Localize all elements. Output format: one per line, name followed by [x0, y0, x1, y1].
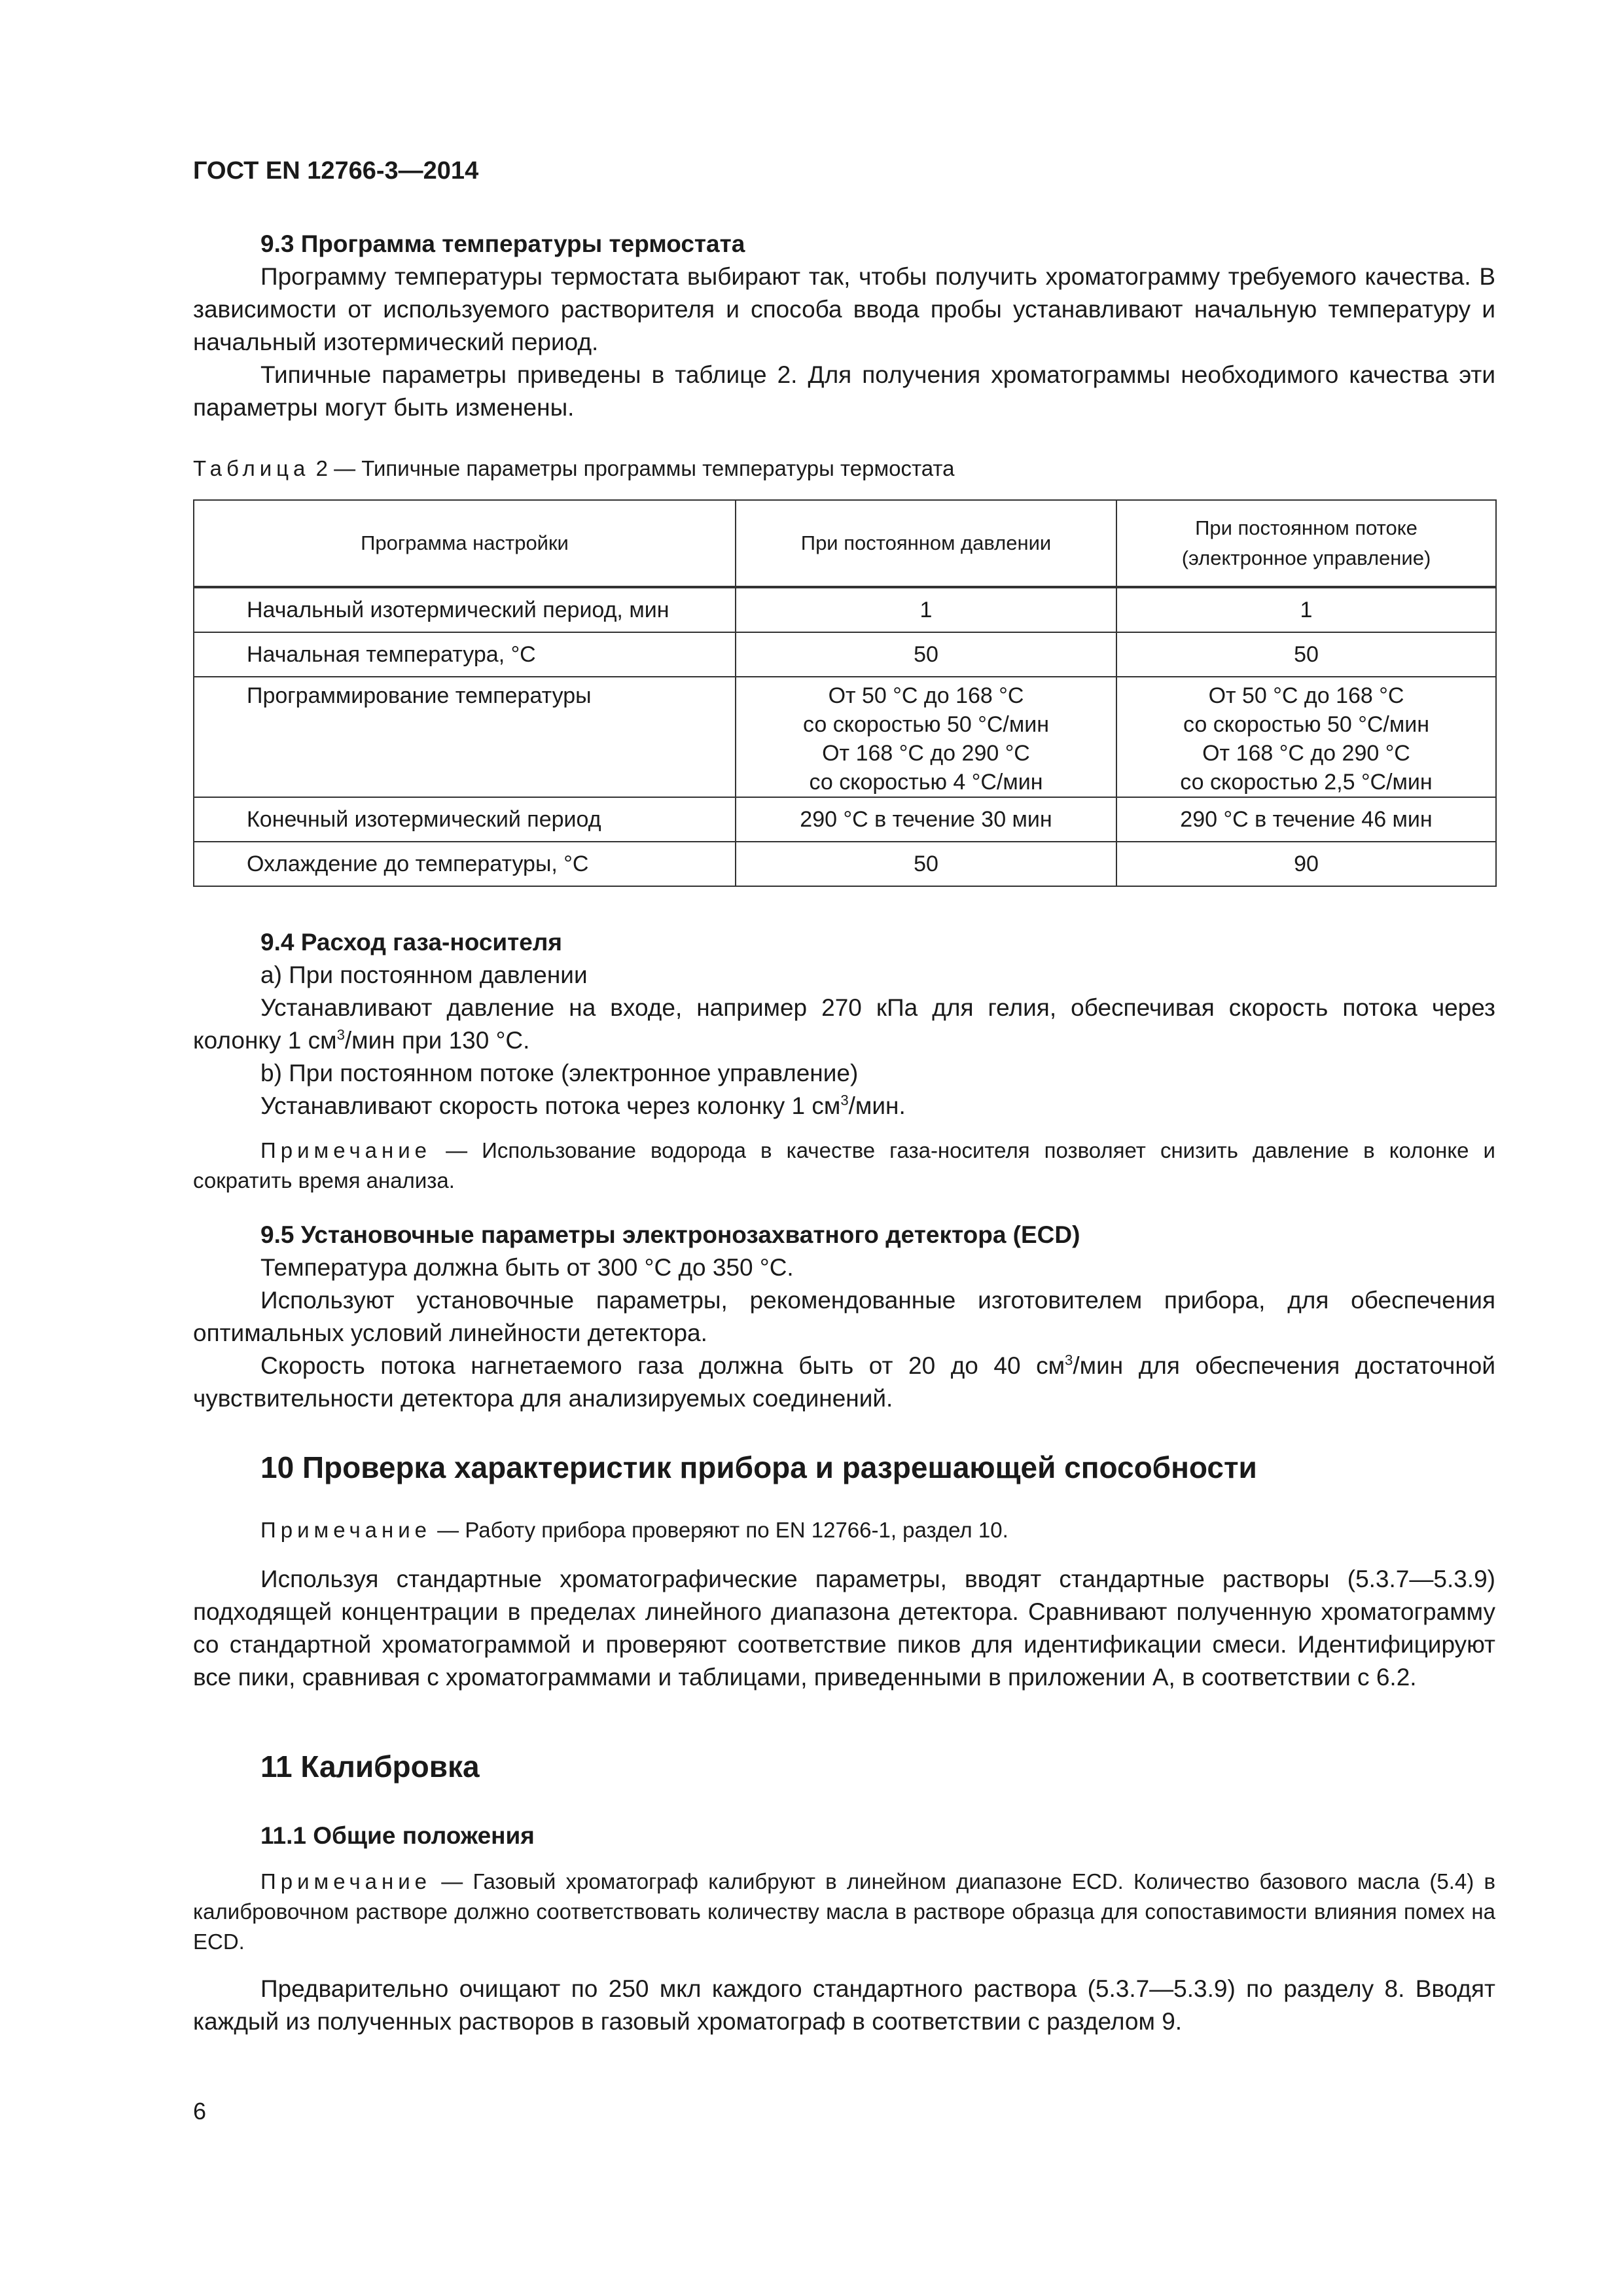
paragraph: Типичные параметры приведены в таблице 2. Для получения хроматограммы необходимого качества эти параметры могут быть изменены.	[193, 361, 1495, 421]
note-lead: Примечание	[260, 1138, 432, 1162]
list-item-b: b) При постоянном потоке (электронное управление)	[260, 1060, 859, 1086]
section-9-4-title: 9.4 Расход газа-носителя	[260, 929, 562, 956]
section-10-title: 10 Проверка характеристик прибора и разрешающей способности	[260, 1450, 1257, 1484]
paragraph	[193, 1090, 1495, 1122]
section-10	[193, 1515, 1495, 1545]
section-9-4	[193, 926, 1495, 1196]
section-9-5-title: 9.5 Установочные параметры электронозахватного детектора (ECD)	[260, 1221, 1080, 1248]
text: /мин.	[848, 1092, 906, 1119]
section-11-title: 11 Калибровка	[260, 1749, 480, 1784]
table-cell: Конечный изотермический период	[194, 797, 736, 842]
table-cell	[736, 677, 1116, 797]
table-caption	[193, 456, 954, 481]
section-9-3	[193, 228, 1495, 424]
table-cell: 1	[736, 587, 1116, 632]
paragraph	[193, 1350, 1495, 1415]
paragraph: Температура должна быть от 300 °С до 350 °С.	[260, 1254, 794, 1281]
cell-line: От 50 °С до 168 °С	[828, 683, 1024, 708]
note	[193, 1867, 1495, 1957]
table-cell: Начальная температура, °С	[194, 632, 736, 677]
cell-line: со скоростью 2,5 °С/мин	[1180, 770, 1433, 795]
superscript: 3	[1065, 1352, 1073, 1369]
paragraph: Используют установочные параметры, рекомендованные изготовителем прибора, для обеспечения оптимальных условий линейности детектора.	[193, 1287, 1495, 1346]
note-text: — Использование водорода в качестве газа-носителя позволяет снизить давление в колонке и сократить время анализа.	[193, 1138, 1495, 1193]
text: Устанавливают давление на входе, например 270 кПа для гелия, обеспечивая скорость потока через колонку 1 см	[193, 994, 1495, 1054]
table-header-line: (электронное управление)	[1181, 547, 1431, 569]
text: Скорость потока нагнетаемого газа должна быть от 20 до 40 см	[260, 1352, 1065, 1379]
section-9-5	[193, 1219, 1495, 1415]
superscript: 3	[336, 1026, 345, 1043]
table-row	[194, 632, 1496, 677]
section-11-1	[193, 1820, 1495, 2038]
cell-line: со скоростью 4 °С/мин	[809, 770, 1043, 795]
note-lead: Примечание	[260, 1518, 432, 1542]
table-row	[194, 842, 1496, 886]
table-cell: 290 °С в течение 46 мин	[1116, 797, 1496, 842]
section-10-body	[193, 1563, 1495, 1694]
table-header-cell: Программа настройки	[194, 500, 736, 587]
table-cell: Охлаждение до температуры, °С	[194, 842, 736, 886]
table-caption-lead: Таблица	[193, 456, 310, 480]
table-header-cell: При постоянном давлении	[736, 500, 1116, 587]
superscript: 3	[840, 1092, 849, 1109]
table-row	[194, 587, 1496, 632]
cell-line: со скоростью 50 °С/мин	[1183, 712, 1429, 737]
table-cell: 50	[736, 842, 1116, 886]
table-cell: Программирование температуры	[194, 677, 736, 797]
parameters-table	[193, 499, 1497, 887]
note	[193, 1136, 1495, 1196]
cell-line: От 168 °С до 290 °С	[1202, 741, 1410, 766]
paragraph: Предварительно очищают по 250 мкл каждого стандартного раствора (5.3.7—5.3.9) по разделу 8. Вводят каждый из полученных растворов в газовый хроматограф в соответствии с разделом 9.	[193, 1975, 1495, 2035]
note	[193, 1515, 1495, 1545]
table-cell: 50	[1116, 632, 1496, 677]
table-header-line: При постоянном потоке	[1195, 516, 1418, 539]
document-header: ГОСТ EN 12766-3—2014	[193, 157, 479, 185]
paragraph	[193, 992, 1495, 1057]
table-row	[194, 797, 1496, 842]
table-header-cell	[1116, 500, 1496, 587]
page-number: 6	[193, 2098, 207, 2125]
table-header-row	[194, 500, 1496, 587]
paragraph: Используя стандартные хроматографические параметры, вводят стандартные растворы (5.3.7—5.3.9) подходящей концентрации в пределах линейного диапазона детектора. Сравнивают полученную хроматограмму со стандартной хроматограммой и проверяют соответствие пиков для идентификации смеси. Идентифицируют все пики, сравнивая с хроматограммами и таблицами, приведенными в приложении А, в соответствии с 6.2.	[193, 1566, 1495, 1691]
note-lead: Примечание	[260, 1869, 432, 1893]
paragraph: Программу температуры термостата выбирают так, чтобы получить хроматограмму требуемого качества. В зависимости от используемого растворителя и способа ввода пробы устанавливают начальную температуру и начальный изотермический период.	[193, 263, 1495, 355]
table-row	[194, 677, 1496, 797]
list-item-a: а) При постоянном давлении	[260, 961, 588, 988]
table-cell	[1116, 677, 1496, 797]
text: Устанавливают скорость потока через колонку 1 см	[260, 1092, 841, 1119]
table-caption-text: 2 — Типичные параметры программы температуры термостата	[315, 456, 955, 480]
table-cell: 90	[1116, 842, 1496, 886]
cell-line: От 168 °С до 290 °С	[822, 741, 1030, 766]
note-text: — Работу прибора проверяют по EN 12766-1, раздел 10.	[431, 1518, 1008, 1542]
cell-line: От 50 °С до 168 °С	[1208, 683, 1404, 708]
text: /мин при 130 °С.	[344, 1027, 530, 1054]
table-cell: 1	[1116, 587, 1496, 632]
table-cell: 50	[736, 632, 1116, 677]
section-9-3-title: 9.3 Программа температуры термостата	[260, 230, 745, 257]
cell-line: со скоростью 50 °С/мин	[803, 712, 1049, 737]
section-11-1-title: 11.1 Общие положения	[260, 1822, 535, 1849]
text: /мин для обеспечения достаточной чувствительности детектора для анализируемых соединений.	[193, 1352, 1495, 1412]
note-text: — Газовый хроматограф калибруют в линейном диапазоне ECD. Количество базового масла (5.4) в калибровочном растворе должно соответствовать количеству масла в растворе образца для сопоставимости влияния помех на ECD.	[193, 1869, 1495, 1954]
table-cell: 290 °С в течение 30 мин	[736, 797, 1116, 842]
table-cell: Начальный изотермический период, мин	[194, 587, 736, 632]
